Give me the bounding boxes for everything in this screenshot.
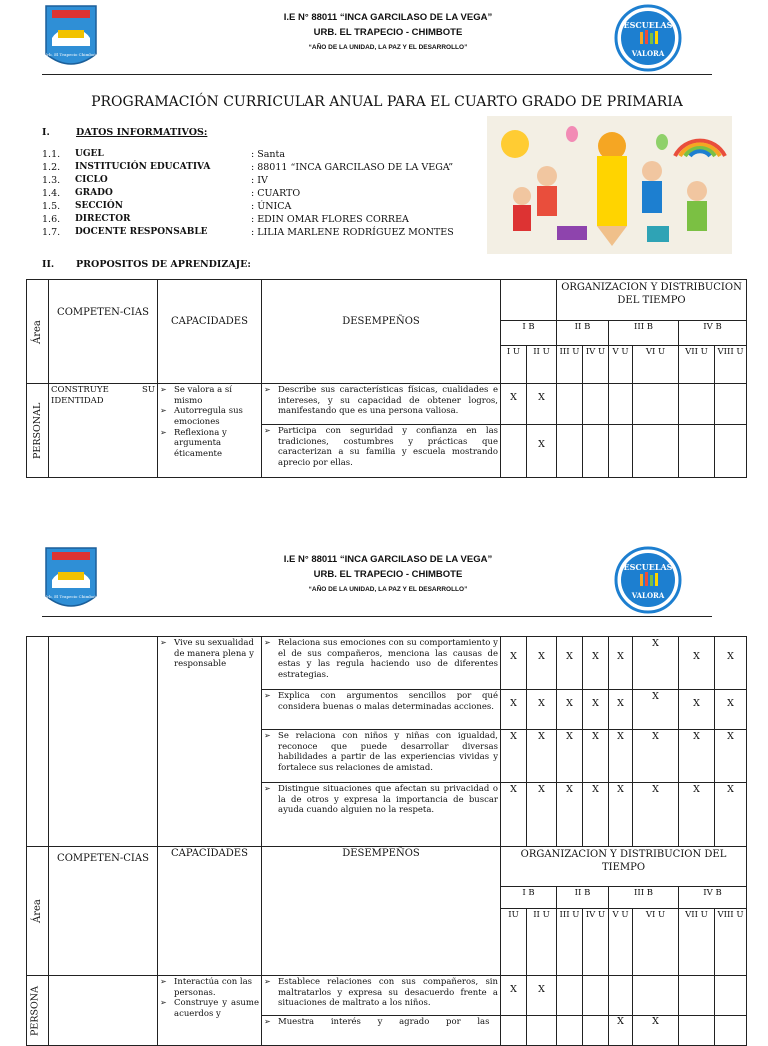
mark-cell xyxy=(679,425,715,478)
unidad-header: VI U xyxy=(633,909,679,976)
area-cell: PERSONA xyxy=(27,976,49,1046)
unidad-header: IV U xyxy=(583,909,609,976)
mark-cell xyxy=(557,384,583,425)
mark-cell: X xyxy=(557,730,583,783)
mark-cell: X xyxy=(557,637,583,690)
page2-header xyxy=(0,542,768,622)
mark-cell: X xyxy=(557,783,583,847)
mark-cell: X xyxy=(609,783,633,847)
capacidades-cell xyxy=(158,384,262,478)
mark-cell xyxy=(715,976,747,1016)
desempeno-cell xyxy=(262,425,501,478)
blank-cell xyxy=(501,280,557,321)
mark-cell xyxy=(679,1016,715,1046)
capacidad-item: ➢ Interactúa con las personas. xyxy=(160,977,259,998)
unidad-header: VI U xyxy=(633,346,679,384)
mark-cell xyxy=(609,384,633,425)
mark-cell: X xyxy=(583,690,609,730)
mark-cell xyxy=(583,1016,609,1046)
competencias-header: COMPETEN-CIAS xyxy=(49,280,158,384)
competencias-header: COMPETEN-CIAS xyxy=(49,847,158,976)
capacidad-item: ➢ Autorregula sus emociones xyxy=(160,406,259,427)
mark-cell: X xyxy=(527,976,557,1016)
mark-cell xyxy=(715,425,747,478)
info-row: 1.3. CICLO : IV xyxy=(42,175,268,186)
bimestre-header: IV B xyxy=(679,887,747,909)
unidad-header: I U xyxy=(501,346,527,384)
area-header: Área xyxy=(27,280,49,384)
desempeno-text: ➢ Se relaciona con niños y niñas con igualdad, reconoce que puede desarrollar diversas habilidades a partir de las experiencias vividas y fortalece sus relaciones de amistad. xyxy=(264,731,498,774)
mark-cell: X xyxy=(633,637,679,690)
school-crest-text: Urb. El Trapecio Chimbote xyxy=(44,594,98,599)
section-label: PROPOSITOS DE APRENDIZAJE: xyxy=(76,259,251,270)
page1-header xyxy=(0,0,768,80)
mark-cell: X xyxy=(583,730,609,783)
table-row xyxy=(27,976,747,1016)
desempeno-text: ➢ Distingue situaciones que afectan su privacidad o la de otros y expresa la importancia de buscar ayuda cuando alguien no la respeta. xyxy=(264,784,498,816)
unidad-header: V U xyxy=(609,346,633,384)
desempeno-text: ➢ Describe sus características físicas, cualidades e intereses, y su capacidad de obtener logros, manifestando que es una persona valiosa. xyxy=(264,385,498,417)
capacidad-item: ➢ Se valora a sí mismo xyxy=(160,385,259,406)
capacidades-header: CAPACIDADES xyxy=(158,847,262,976)
mark-cell xyxy=(715,1016,747,1046)
mark-cell: X xyxy=(501,730,527,783)
mark-cell: X xyxy=(609,637,633,690)
capacidad-item: ➢ Construye y asume acuerdos y xyxy=(160,998,259,1019)
desempeno-cell xyxy=(262,730,501,783)
section-label: DATOS INFORMATIVOS: xyxy=(76,127,208,138)
mark-cell: X xyxy=(715,783,747,847)
desempeno-cell xyxy=(262,637,501,690)
mark-cell: X xyxy=(557,690,583,730)
mark-cell: X xyxy=(527,730,557,783)
info-row: 1.7. DOCENTE RESPONSABLE : LILIA MARLENE RODRÍGUEZ MONTES xyxy=(42,227,454,238)
mark-cell: X xyxy=(527,425,557,478)
desempeno-cell xyxy=(262,976,501,1016)
mark-cell: X xyxy=(715,637,747,690)
mark-cell: X xyxy=(633,1016,679,1046)
capacidad-item: ➢ Reflexiona y argumenta éticamente xyxy=(160,428,259,460)
desempeno-cell xyxy=(262,783,501,847)
school-name: I.E N° 88011 “INCA GARCILASO DE LA VEGA” xyxy=(283,554,493,565)
school-crest-logo xyxy=(44,4,98,72)
bimestre-header: I B xyxy=(501,887,557,909)
mark-cell: X xyxy=(501,690,527,730)
mark-cell: X xyxy=(583,783,609,847)
info-row: 1.6. DIRECTOR : EDIN OMAR FLORES CORREA xyxy=(42,214,409,225)
unidad-header: VII U xyxy=(679,909,715,976)
competencia-cell xyxy=(49,976,158,1046)
desempeno-text: ➢ Relaciona sus emociones con su comportamiento y el de sus compañeros, menciona las causas de estas y las regula haciendo uso de diferentes estrategias. xyxy=(264,638,498,681)
mark-cell xyxy=(715,384,747,425)
mark-cell: X xyxy=(679,730,715,783)
desempenos-header: DESEMPEÑOS xyxy=(262,280,501,384)
children-illustration xyxy=(487,116,732,254)
desempeno-text: ➢ Establece relaciones con sus compañeros, sin maltratarlos y expresa su desacuerdo frente a situaciones de maltrato a los niños. xyxy=(264,977,498,1009)
year-motto: “AÑO DE LA UNIDAD, LA PAZ Y EL DESARROLLO” xyxy=(308,586,468,593)
mark-cell: X xyxy=(633,783,679,847)
info-row: 1.2. INSTITUCIÓN EDUCATIVA : 88011 “INCA GARCILASO DE LA VEGA” xyxy=(42,162,454,173)
unidad-header: IU xyxy=(501,909,527,976)
mark-cell: X xyxy=(501,783,527,847)
capacidades-cell xyxy=(158,976,262,1046)
mark-cell: X xyxy=(583,637,609,690)
unidad-header: II U xyxy=(527,909,557,976)
school-crest-text: Urb. El Trapecio Chimbote xyxy=(44,52,98,57)
desempeno-text: ➢ Participa con seguridad y confianza en las tradiciones, costumbres y prácticas que caracterizan a su familia y escuela mostrando aprecio por ellas. xyxy=(264,426,498,469)
competencia-cell: CONSTRUYE SU IDENTIDAD xyxy=(49,384,158,478)
mark-cell: X xyxy=(501,637,527,690)
mark-cell xyxy=(609,425,633,478)
unidad-header: VIII U xyxy=(715,909,747,976)
year-motto: “AÑO DE LA UNIDAD, LA PAZ Y EL DESARROLLO” xyxy=(308,44,468,51)
mark-cell: X xyxy=(679,637,715,690)
mark-cell xyxy=(633,976,679,1016)
mark-cell: X xyxy=(609,1016,633,1046)
section-number: II. xyxy=(42,259,55,270)
organizacion-header: ORGANIZACION Y DISTRIBUCION DEL TIEMPO xyxy=(557,280,747,321)
mark-cell: X xyxy=(633,730,679,783)
unidad-header: III U xyxy=(557,346,583,384)
mark-cell: X xyxy=(609,690,633,730)
unidad-header: III U xyxy=(557,909,583,976)
capacidad-item: ➢ Vive su sexualidad de manera plena y responsable xyxy=(160,638,259,670)
header-divider xyxy=(42,74,712,75)
unidad-header: II U xyxy=(527,346,557,384)
mark-cell: X xyxy=(679,690,715,730)
mark-cell xyxy=(679,384,715,425)
school-name: I.E N° 88011 “INCA GARCILASO DE LA VEGA” xyxy=(283,12,493,23)
mark-cell: X xyxy=(527,384,557,425)
school-crest-logo xyxy=(44,546,98,614)
mark-cell: X xyxy=(527,690,557,730)
mark-cell xyxy=(501,1016,527,1046)
table-row xyxy=(27,637,747,690)
desempeno-text: ➢ Muestra interés y agrado por las xyxy=(264,1017,498,1028)
logo-top-text: ESCUELAS xyxy=(623,562,673,572)
table-row xyxy=(27,384,747,425)
escuelas-valora-logo xyxy=(614,4,682,72)
mark-cell xyxy=(557,1016,583,1046)
unidad-header: VII U xyxy=(679,346,715,384)
bimestre-header: II B xyxy=(557,887,609,909)
info-row: 1.4. GRADO : CUARTO xyxy=(42,188,301,199)
mark-cell: X xyxy=(633,690,679,730)
mark-cell: X xyxy=(501,384,527,425)
organizacion-header: ORGANIZACION Y DISTRIBUCION DEL TIEMPO xyxy=(501,847,747,887)
mark-cell xyxy=(501,425,527,478)
desempeno-cell xyxy=(262,690,501,730)
area-header: Área xyxy=(27,847,49,976)
area-cell xyxy=(27,637,49,847)
mark-cell: X xyxy=(715,730,747,783)
mark-cell xyxy=(583,976,609,1016)
mark-cell xyxy=(679,976,715,1016)
learning-table-2 xyxy=(26,636,747,1046)
logo-bottom-text: VALORA xyxy=(631,591,665,600)
unidad-header: VIII U xyxy=(715,346,747,384)
mark-cell xyxy=(557,425,583,478)
bimestre-header: II B xyxy=(557,321,609,346)
logo-bottom-text: VALORA xyxy=(631,49,665,58)
mark-cell: X xyxy=(679,783,715,847)
desempeno-cell xyxy=(262,1016,501,1046)
escuelas-valora-logo xyxy=(614,546,682,614)
mark-cell xyxy=(633,425,679,478)
mark-cell: X xyxy=(501,976,527,1016)
mark-cell xyxy=(633,384,679,425)
desempeno-text: ➢ Explica con argumentos sencillos por qué considera buenas o malas determinadas acciones. xyxy=(264,691,498,712)
capacidades-header: CAPACIDADES xyxy=(158,280,262,384)
section-number: I. xyxy=(42,127,50,138)
info-row: 1.1. UGEL : Santa xyxy=(42,149,285,160)
school-address: URB. EL TRAPECIO - CHIMBOTE xyxy=(313,27,463,38)
mark-cell: X xyxy=(715,690,747,730)
mark-cell xyxy=(527,1016,557,1046)
bimestre-header: I B xyxy=(501,321,557,346)
mark-cell xyxy=(557,976,583,1016)
area-cell: PERSONAL xyxy=(27,384,49,478)
mark-cell xyxy=(583,425,609,478)
capacidades-cell xyxy=(158,637,262,847)
mark-cell: X xyxy=(527,783,557,847)
school-address: URB. EL TRAPECIO - CHIMBOTE xyxy=(313,569,463,580)
bimestre-header: III B xyxy=(609,321,679,346)
header-divider xyxy=(42,616,712,617)
logo-top-text: ESCUELAS xyxy=(623,20,673,30)
bimestre-header: IV B xyxy=(679,321,747,346)
learning-table-1 xyxy=(26,279,747,478)
desempenos-header: DESEMPEÑOS xyxy=(262,847,501,976)
mark-cell: X xyxy=(609,730,633,783)
unidad-header: V U xyxy=(609,909,633,976)
page-title: PROGRAMACIÓN CURRICULAR ANUAL PARA EL CUARTO GRADO DE PRIMARIA xyxy=(91,94,683,110)
desempeno-cell xyxy=(262,384,501,425)
mark-cell xyxy=(583,384,609,425)
competencia-cell xyxy=(49,637,158,847)
mark-cell xyxy=(609,976,633,1016)
mark-cell: X xyxy=(527,637,557,690)
unidad-header: IV U xyxy=(583,346,609,384)
bimestre-header: III B xyxy=(609,887,679,909)
info-row: 1.5. SECCIÓN : ÚNICA xyxy=(42,201,292,212)
